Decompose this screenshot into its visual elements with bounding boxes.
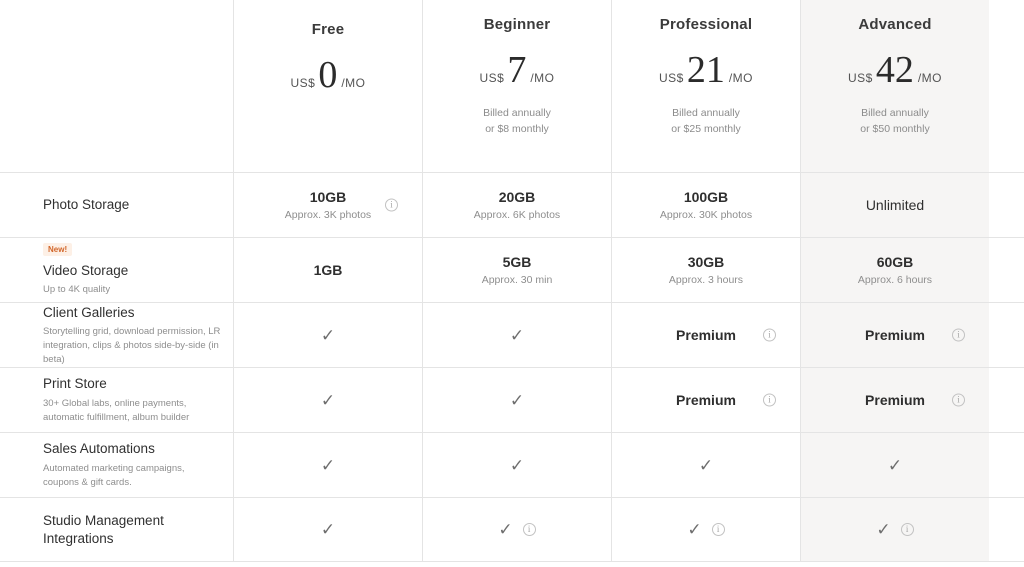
plan-billing-note	[483, 105, 551, 138]
feature-value-beginner	[422, 303, 611, 367]
price-period: /MO	[917, 71, 942, 85]
info-icon[interactable]: i	[763, 394, 776, 407]
check-icon: ✓	[320, 520, 336, 539]
plan-billing-note	[671, 105, 740, 138]
feature-value-free	[233, 368, 422, 432]
feature-title: Video Storage	[43, 262, 129, 278]
plan-column-advanced	[800, 0, 989, 172]
plan-name: Professional	[659, 16, 753, 33]
value-main: 5GB	[502, 254, 532, 270]
feature-title: Photo Storage	[43, 197, 130, 213]
feature-value-professional	[611, 238, 800, 302]
plan-price	[290, 56, 365, 94]
feature-value-professional	[611, 498, 800, 561]
feature-value-beginner	[422, 498, 611, 561]
feature-row-video-storage	[0, 237, 1024, 302]
value-main: Unlimited	[865, 197, 925, 213]
value-main: 10GB	[309, 189, 347, 205]
price-period: /MO	[341, 76, 366, 90]
feature-value-advanced	[800, 368, 989, 432]
check-icon: ✓	[509, 390, 525, 410]
value-main: 60GB	[876, 254, 914, 270]
feature-value-beginner	[422, 173, 611, 237]
billing-line-1: Billed annually	[483, 107, 551, 119]
price-amount: 7	[507, 49, 527, 91]
feature-title: Client Galleries	[43, 304, 135, 320]
feature-value-professional	[611, 303, 800, 367]
feature-subtitle: 30+ Global labs, online payments, automatic fulfillment, album builder	[43, 398, 190, 423]
value-sub: Approx. 6K photos	[473, 209, 561, 221]
price-amount: 0	[318, 54, 338, 96]
feature-row-client-galleries	[0, 302, 1024, 367]
price-period: /MO	[728, 71, 753, 85]
value-main: 30GB	[687, 254, 725, 270]
price-currency: US$	[847, 71, 873, 85]
feature-subtitle: Up to 4K quality	[43, 284, 111, 296]
plan-billing-note	[860, 105, 929, 138]
billing-line-2: or $25 monthly	[671, 123, 741, 136]
check-icon: ✓	[320, 325, 336, 345]
value-main: Premium	[676, 327, 736, 343]
value-main: Premium	[865, 392, 925, 408]
billing-line-2: or $8 monthly	[485, 123, 549, 136]
check-icon: ✓	[698, 455, 714, 475]
plan-name: Free	[311, 21, 345, 38]
info-icon[interactable]: i	[523, 523, 536, 536]
plan-column-free	[233, 0, 422, 172]
price-period: /MO	[530, 71, 555, 85]
feature-value-beginner	[422, 238, 611, 302]
price-amount: 42	[875, 49, 914, 91]
feature-label-cell	[0, 173, 233, 237]
feature-value-free	[233, 173, 422, 237]
plan-column-professional	[611, 0, 800, 172]
value-wrapper	[876, 521, 913, 538]
billing-line-1: Billed annually	[672, 107, 740, 119]
feature-value-advanced	[800, 303, 989, 367]
feature-value-free	[233, 433, 422, 497]
plan-header-row	[0, 0, 1024, 172]
check-icon: ✓	[320, 390, 336, 410]
plan-name: Beginner	[483, 16, 551, 33]
value-wrapper	[498, 521, 535, 538]
price-currency: US$	[658, 71, 684, 85]
value-sub: Approx. 6 hours	[857, 274, 933, 286]
billing-line-1: Billed annually	[861, 107, 929, 119]
info-icon[interactable]: i	[901, 523, 914, 536]
feature-row-studio-management-integrations	[0, 497, 1024, 562]
feature-value-advanced	[800, 173, 989, 237]
feature-subtitle: Storytelling grid, download permission, LR integration, clips & photos side-by-side (in beta)	[43, 326, 221, 365]
value-main: Premium	[865, 327, 925, 343]
header-empty-cell	[0, 0, 233, 172]
feature-value-advanced	[800, 238, 989, 302]
info-icon[interactable]: i	[385, 199, 398, 212]
feature-label-cell	[0, 238, 233, 302]
feature-title: Sales Automations	[43, 441, 155, 457]
value-sub: Approx. 30 min	[481, 274, 553, 286]
check-icon: ✓	[498, 520, 513, 539]
info-icon[interactable]: i	[952, 394, 965, 407]
value-main: 100GB	[683, 189, 729, 205]
price-currency: US$	[479, 71, 505, 85]
value-sub: Approx. 3K photos	[284, 209, 372, 221]
feature-label-cell	[0, 498, 233, 561]
value-sub: Approx. 30K photos	[659, 209, 753, 221]
plan-price	[659, 51, 753, 89]
value-main: 20GB	[498, 189, 536, 205]
plan-price	[848, 51, 942, 89]
feature-value-professional	[611, 433, 800, 497]
feature-value-free	[233, 238, 422, 302]
feature-label-cell	[0, 368, 233, 432]
price-amount: 21	[686, 49, 725, 91]
plan-price	[479, 51, 554, 89]
price-currency: US$	[290, 76, 316, 90]
feature-title: Print Store	[43, 376, 107, 392]
value-main: Premium	[676, 392, 736, 408]
check-icon: ✓	[687, 520, 702, 539]
feature-label-cell	[0, 433, 233, 497]
feature-subtitle: Automated marketing campaigns, coupons & gift cards.	[43, 463, 185, 488]
feature-label-cell	[0, 303, 233, 367]
info-icon[interactable]: i	[952, 329, 965, 342]
value-main: 1GB	[313, 262, 343, 278]
feature-value-beginner	[422, 433, 611, 497]
info-icon[interactable]: i	[712, 523, 725, 536]
billing-line-2: or $50 monthly	[860, 123, 930, 136]
check-icon: ✓	[509, 455, 525, 475]
value-wrapper	[687, 521, 724, 538]
feature-value-free	[233, 498, 422, 561]
feature-value-advanced	[800, 433, 989, 497]
check-icon: ✓	[876, 520, 891, 539]
feature-value-advanced	[800, 498, 989, 561]
feature-value-professional	[611, 173, 800, 237]
plan-name: Advanced	[858, 16, 932, 33]
feature-row-photo-storage	[0, 172, 1024, 237]
check-icon: ✓	[887, 455, 903, 475]
plan-column-beginner	[422, 0, 611, 172]
feature-row-sales-automations	[0, 432, 1024, 497]
check-icon: ✓	[509, 325, 525, 345]
feature-title: Studio Management Integrations	[43, 512, 164, 546]
info-icon[interactable]: i	[763, 329, 776, 342]
value-sub: Approx. 3 hours	[668, 274, 744, 286]
feature-value-beginner	[422, 368, 611, 432]
feature-value-free	[233, 303, 422, 367]
feature-value-professional	[611, 368, 800, 432]
feature-row-print-store	[0, 367, 1024, 432]
check-icon: ✓	[320, 455, 336, 475]
new-badge: New!	[43, 243, 72, 256]
